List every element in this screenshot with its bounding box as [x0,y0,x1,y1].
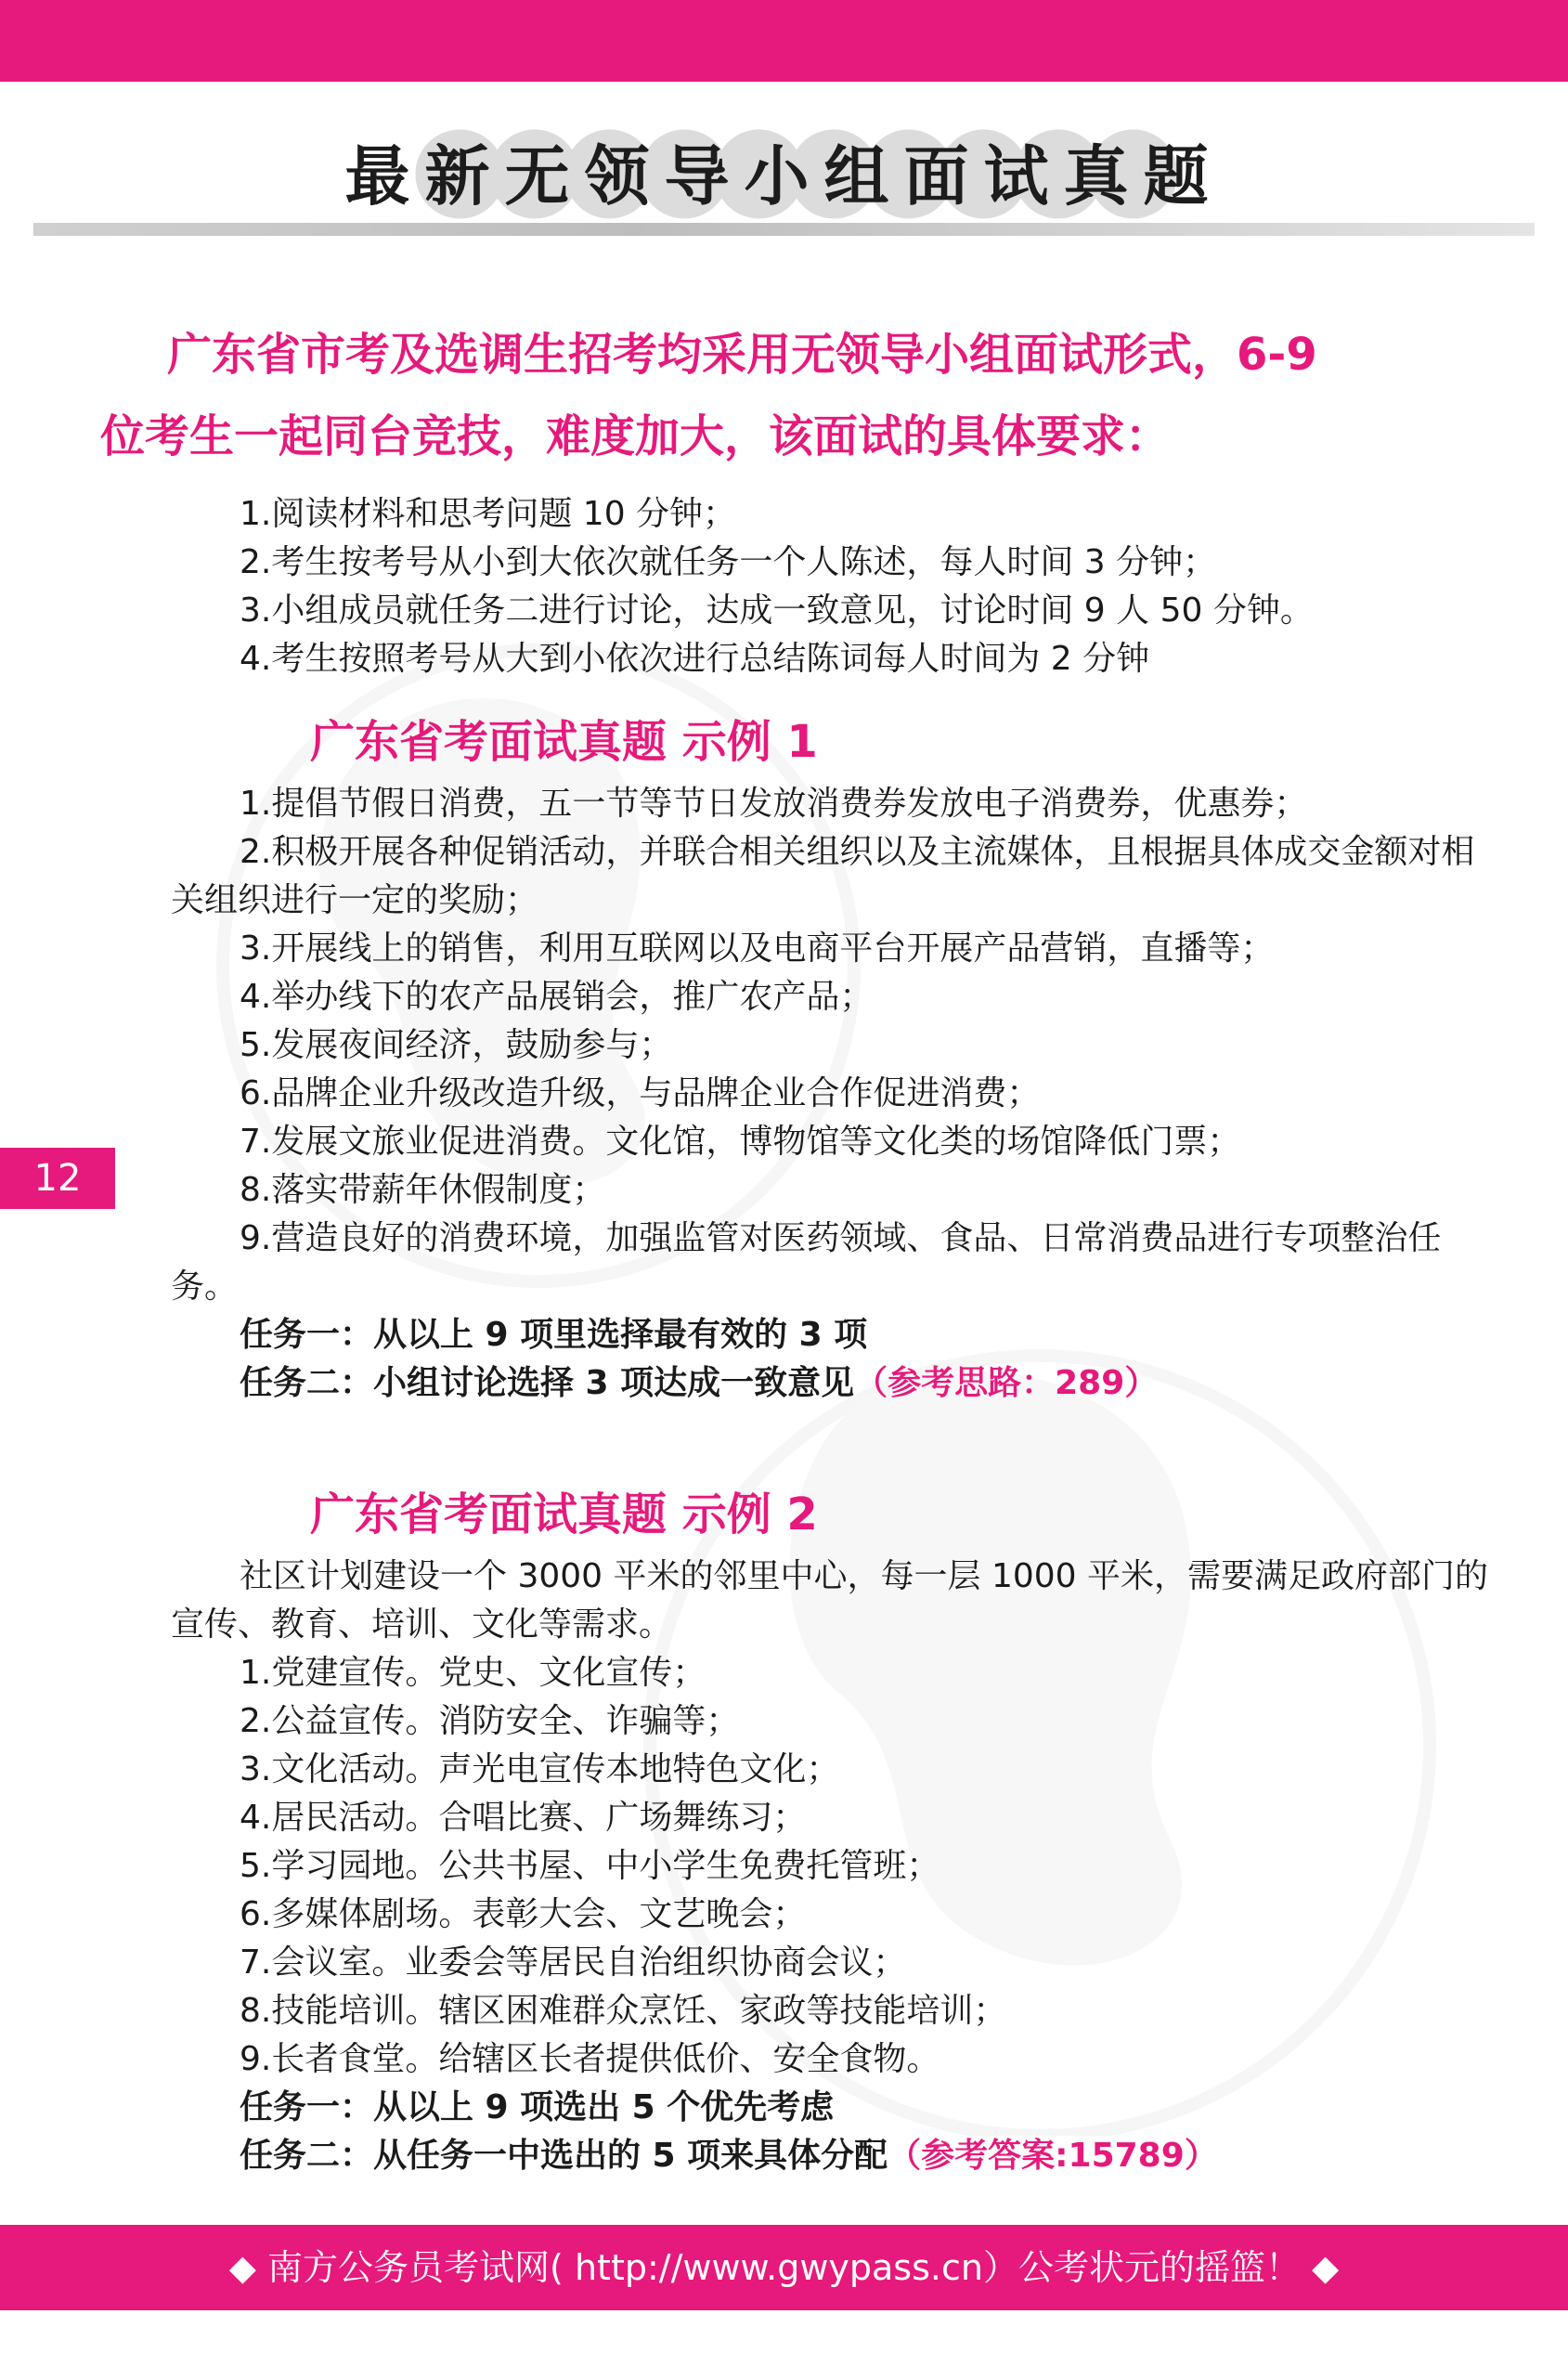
list-item: 1.党建宣传。党史、文化宣传； [240,1654,706,1692]
top-banner-bar [0,0,1568,82]
example-1-content [171,780,1498,1408]
list-item: 7.发展文旅业促进消费。文化馆，博物馆等文化类的场馆降低门票； [240,1123,1241,1161]
task-2-text: 任务二：小组讨论选择 3 项达成一致意见 [240,1364,855,1402]
task-2 [171,1359,1498,1408]
requirement-item: 1.阅读材料和思考问题 10 分钟； [240,495,737,533]
requirements-list [240,490,1314,683]
list-item: 4.居民活动。合唱比赛、广场舞练习； [240,1799,807,1837]
footer-banner: ◆ 南方公务员考试网( http://www.gwypass.cn）公考状元的摇篮！ ◆ [0,2225,1568,2310]
example-2-title: 广东省考面试真题 示例 2 [310,1488,818,1540]
list-item: 6.多媒体剧场。表彰大会、文艺晚会； [240,1895,807,1933]
page-title: 最新无领导小组面试真题 [344,138,1224,214]
list-item: 5.学习园地。公共书屋、中小学生免费托管班； [240,1847,940,1885]
intro-paragraph [100,314,1467,477]
task-1: 任务一：从以上 9 项里选择最有效的 3 项 [240,1316,868,1354]
task-1: 任务一：从以上 9 项选出 5 个优先考虑 [240,2088,835,2126]
intro-line-2: 位考生一起同台竞技，难度加大，该面试的具体要求： [100,410,1171,462]
example-1-title: 广东省考面试真题 示例 1 [310,716,818,768]
requirement-item: 2.考生按考号从小到大依次就任务一个人陈述，每人时间 3 分钟； [240,543,1217,581]
requirement-item: 4.考生按照考号从大到小依次进行总结陈词每人时间为 2 分钟 [240,640,1150,678]
title-underline [33,223,1535,236]
list-item: 3.开展线上的销售，利用互联网以及电商平台开展产品营销，直播等； [240,930,1275,968]
task-2 [171,2132,1498,2180]
list-item: 8.落实带薪年休假制度； [240,1171,606,1209]
list-item: 4.举办线下的农产品展销会，推广农产品； [240,978,874,1016]
requirement-item: 3.小组成员就任务二进行讨论，达成一致意见，讨论时间 9 人 50 分钟。 [240,592,1314,630]
list-item: 3.文化活动。声光电宣传本地特色文化； [240,1750,840,1788]
page-number-tab: 12 [0,1148,115,1209]
list-item: 6.品牌企业升级改造升级，与品牌企业合作促进消费； [240,1074,1041,1112]
example-2-intro: 社区计划建设一个 3000 平米的邻里中心，每一层 1000 平米，需要满足政府部门的宣传、教育、培训、文化等需求。 [171,1557,1489,1644]
intro-line-1: 广东省市考及选调生招考均采用无领导小组面试形式，6-9 [167,329,1317,381]
example-2-content [171,1553,1498,2180]
list-item: 9.营造良好的消费环境，加强监管对医药领域、食品、日常消费品进行专项整治任务。 [171,1219,1442,1306]
list-item: 2.公益宣传。消防安全、诈骗等； [240,1702,740,1740]
list-item: 1.提倡节假日消费，五一节等节日发放消费券发放电子消费券，优惠券； [240,785,1308,823]
list-item: 8.技能培训。辖区困难群众烹饪、家政等技能培训； [240,1992,1007,2030]
list-item: 9.长者食堂。给辖区长者提供低价、安全食物。 [240,2040,940,2078]
task-2-text: 任务二：从任务一中选出的 5 项来具体分配 [240,2137,888,2175]
list-item: 5.发展夜间经济，鼓励参与； [240,1026,673,1064]
task-2-reference: （参考答案:15789） [888,2137,1218,2175]
list-item: 7.会议室。业委会等居民自治组织协商会议； [240,1944,907,1982]
list-item: 2.积极开展各种促销活动，并联合相关组织以及主流媒体，且根据具体成交金额对相关组织进行一定的奖励； [171,833,1475,919]
task-2-reference: （参考思路：289） [854,1364,1159,1402]
